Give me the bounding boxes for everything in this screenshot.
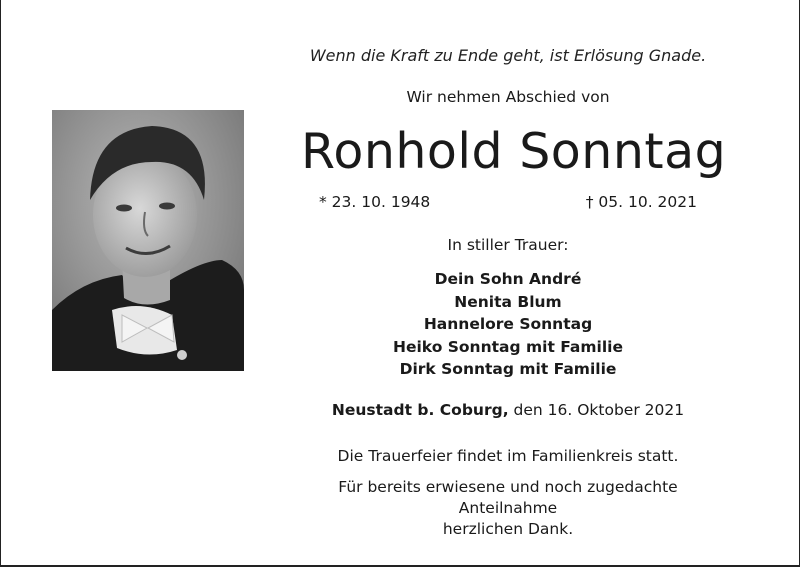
mourner: Nenita Blum [454,292,562,311]
mourner: Dirk Sonntag mit Familie [399,360,617,378]
funeral-note: Die Trauerfeier findet im Familienkreis statt. [337,447,679,465]
place: Neustadt b. Coburg, [331,401,509,419]
mourner: Hannelore Sonntag [423,315,593,333]
quote: Wenn die Kraft zu Ende geht, ist Erlösung Gnade. [309,46,707,65]
thanks-line-1: Für bereits erwiesene und noch zugedachte Anteilnahme [338,478,678,517]
deceased-name: Ronhold Sonntag [301,123,727,180]
mourner: Dein Sohn André [434,270,582,288]
mourner: Heiko Sonntag mit Familie [393,337,623,356]
date-text: den 16. Oktober 2021 [508,401,685,419]
birth-date: * 23. 10. 1948 [319,193,431,211]
death-date: † 05. 10. 2021 [585,193,697,211]
thanks-note [301,477,715,540]
obituary-text [301,0,727,567]
mourning-intro: In stiller Trauer: [447,236,569,254]
intro-text: Wir nehmen Abschied von [406,88,610,106]
place-date [301,401,715,419]
thanks-line-2: herzlichen Dank. [442,520,574,538]
portrait-photo [52,110,244,371]
mourners-list [301,268,715,381]
